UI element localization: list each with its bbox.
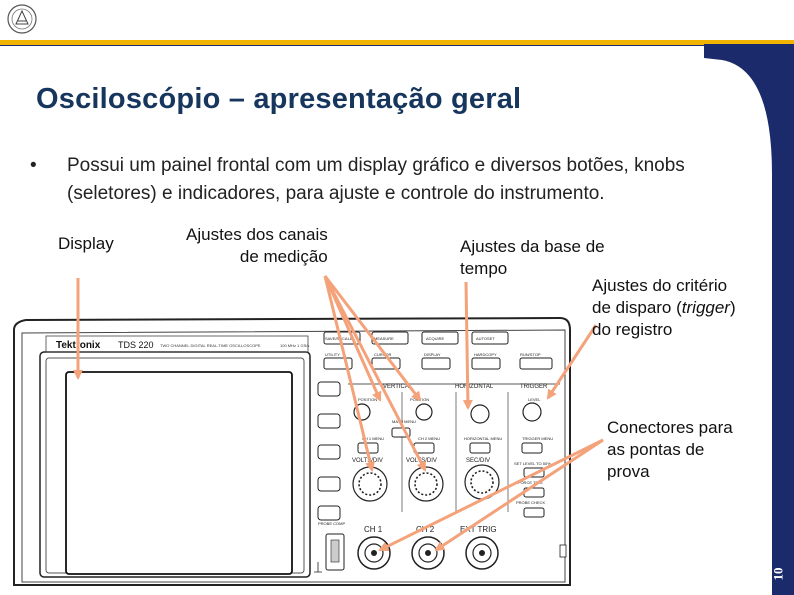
ext-trig-connector-label: EXT TRIG [460, 525, 497, 534]
probe-comp-label: PROBE COMP [318, 521, 346, 526]
trigger-level-label: LEVEL [528, 397, 541, 402]
label-timebase-line2: tempo [460, 259, 508, 278]
btn-utility: UTILITY [325, 352, 340, 357]
label-trigger-line2-em: trigger [681, 298, 730, 317]
ext-trig-bnc-connector [466, 537, 498, 569]
ch1-connector-label: CH 1 [364, 525, 383, 534]
bullet-text: Possui um painel frontal com um display gráfico e diversos botões, knobs (seletores) e indicadores, para ajuste e controle do instrumento. [67, 155, 685, 204]
arrow-timebase [466, 282, 468, 408]
label-trigger-line2 [592, 297, 736, 319]
ch1-bnc-connector [358, 537, 390, 569]
label-connectors-line1: Conectores para [607, 418, 733, 437]
label-channel-line2: de medição [239, 247, 328, 266]
sample-rate-label: 100 MHz 1 GS/s [280, 343, 310, 348]
display-screen [66, 372, 292, 574]
ch2-connector-label: CH 2 [416, 525, 435, 534]
ch2-position-label: POSITION [410, 397, 430, 402]
section-horizontal: HORIZONTAL [455, 384, 494, 390]
label-timebase-adjustments [460, 236, 605, 280]
label-channel-adjustments [186, 224, 328, 268]
bullet-dot-icon: • [30, 155, 37, 176]
btn-cursor: CURSOR [374, 352, 392, 357]
btn-save-recall: SAVE/RECALL [325, 336, 353, 341]
label-timebase-line1: Ajustes da base de [460, 237, 605, 256]
trigger-menu-label: TRIGGER MENU [522, 436, 554, 441]
ch2-menu-label: CH 2 MENU [418, 436, 441, 441]
btn-measure: MEASURE [374, 336, 394, 341]
trigger-level-knob [523, 403, 541, 421]
horizontal-position-knob [471, 405, 489, 423]
slide-title: Osciloscópio – apresentação geral [36, 83, 522, 115]
btn-display: DISPLAY [424, 352, 441, 357]
force-trig-label: FORCE TRIG [518, 480, 543, 485]
math-menu-label: MATH MENU [392, 419, 416, 424]
model-label: TDS 220 [118, 340, 154, 350]
label-trigger-line2-pre: de disparo ( [592, 298, 682, 317]
label-trigger-line3: do registro [592, 320, 673, 339]
probe-check-label: PROBE CHECK [516, 500, 546, 505]
label-trigger-adjustments [592, 275, 736, 341]
ch2-volts-div-label: VOLTS/DIV [406, 458, 437, 464]
brand-label: Tektronix [56, 340, 101, 351]
label-probe-connectors [607, 417, 733, 483]
ch1-volts-div-knob [353, 467, 387, 501]
section-vertical: VERTICAL [383, 384, 413, 390]
ch1-menu-label: CH 1 MENU [362, 436, 385, 441]
label-trigger-line2-post: ) [729, 298, 736, 317]
btn-acquire: ACQUIRE [426, 336, 445, 341]
label-channel-line1: Ajustes dos canais [186, 225, 328, 244]
ch2-volts-div-knob [409, 467, 443, 501]
label-connectors-line3: prova [607, 462, 650, 481]
page-number: 10 [770, 567, 786, 581]
ch1-volts-div-label: VOLTS/DIV [352, 458, 383, 464]
ch2-bnc-connector [412, 537, 444, 569]
ch1-position-label: POSITION [358, 397, 378, 402]
label-trigger-line1: Ajustes do critério [592, 276, 728, 295]
model-sub-label: TWO CHANNEL DIGITAL REAL-TIME OSCILLOSCOPE [160, 343, 261, 348]
ch2-position-knob [416, 404, 432, 420]
horizontal-menu-label: HORIZONTAL MENU [464, 436, 503, 441]
btn-run-stop: RUN/STOP [520, 352, 541, 357]
btn-hardcopy: HARDCOPY [474, 352, 497, 357]
btn-autoset: AUTOSET [476, 336, 495, 341]
section-trigger: TRIGGER [520, 384, 548, 390]
set-level-label: SET LEVEL TO 50% [514, 461, 551, 466]
label-connectors-line2: as pontas de [607, 440, 705, 459]
label-display: Display [58, 234, 114, 253]
sec-div-label: SEC/DIV [466, 458, 491, 464]
